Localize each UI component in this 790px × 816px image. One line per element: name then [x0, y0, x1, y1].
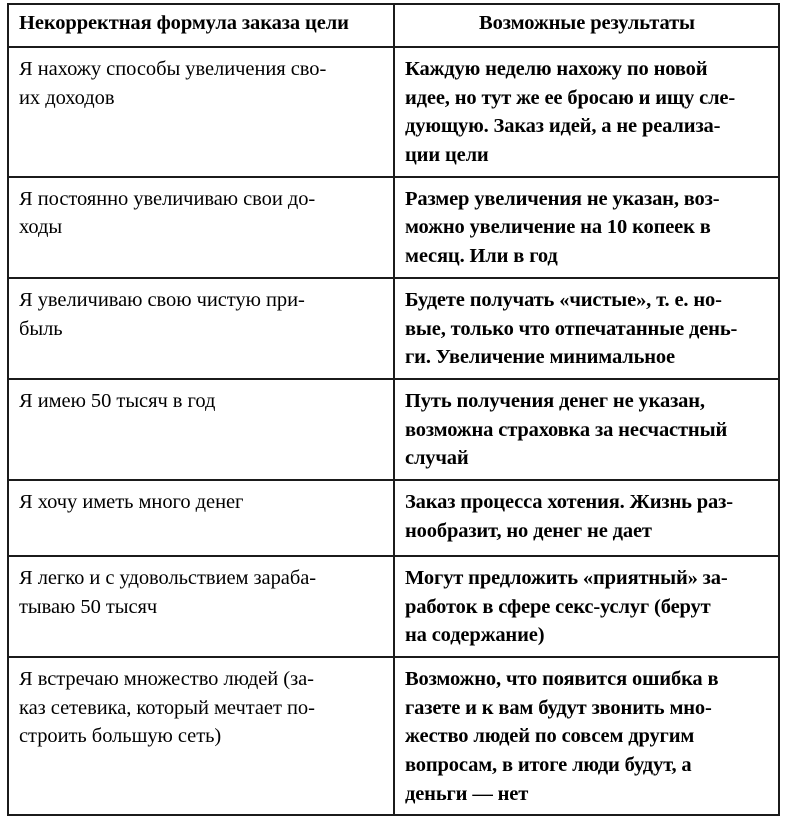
table-header	[8, 4, 779, 47]
text-line: Я встречаю множество людей (за-	[19, 668, 314, 690]
text-line: Я легко и с удовольствием зараба-	[19, 566, 317, 589]
text-line: месяц. Или в год	[405, 245, 558, 268]
text-line: работок в сфере секс-услуг (берут	[405, 595, 711, 618]
table-row	[8, 480, 779, 556]
text-line: Путь получения денег не указан,	[405, 389, 705, 412]
cell-incorrect-formula	[8, 278, 394, 379]
text-line: Могут предложить «приятный» за-	[405, 566, 728, 589]
text-line: ции цели	[405, 144, 489, 167]
text-line: жество людей по совсем другим	[405, 725, 695, 748]
table-row	[8, 177, 779, 278]
text-line: Размер увеличения не указан, воз-	[405, 187, 720, 210]
text-line: строить большую сеть)	[19, 725, 222, 748]
goal-formula-table	[7, 3, 780, 816]
cell-incorrect-formula	[8, 379, 394, 480]
text-line: тываю 50 тысяч	[19, 595, 158, 618]
text-line: Я увеличиваю свою чистую при-	[19, 288, 305, 311]
text-line: можно увеличение на 10 копеек в	[405, 216, 711, 239]
text-line: их доходов	[19, 86, 115, 109]
cell-possible-result	[394, 47, 779, 177]
text-line: вопросам, в итоге люди будут, а	[405, 754, 692, 777]
cell-incorrect-formula	[8, 480, 394, 556]
cell-possible-result	[394, 657, 779, 815]
column-header-possible-results: Возможные результаты	[394, 4, 779, 47]
text-line: дующую. Заказ идей, а не реализа-	[405, 115, 721, 138]
table-body	[8, 47, 779, 815]
table-row	[8, 657, 779, 815]
text-line: Заказ процесса хотения. Жизнь раз-	[405, 490, 733, 513]
text-line: случай	[405, 447, 469, 470]
text-line: нообразит, но денег не дает	[405, 519, 652, 542]
text-line: Я нахожу способы увеличения сво-	[19, 58, 327, 80]
text-line: на содержание)	[405, 624, 545, 647]
column-header-incorrect-formula: Некорректная формула заказа цели	[8, 4, 394, 47]
cell-possible-result	[394, 278, 779, 379]
text-line: Я постоянно увеличиваю свои до-	[19, 187, 316, 210]
text-line: Каждую неделю нахожу по новой	[405, 58, 708, 80]
text-line: ходы	[19, 216, 63, 239]
text-line: газете и к вам будут звонить мно-	[405, 696, 712, 719]
text-line: ги. Увеличение минимальное	[405, 346, 675, 369]
cell-incorrect-formula	[8, 556, 394, 657]
table-row	[8, 278, 779, 379]
text-line: Я имею 50 тысяч в год	[19, 389, 216, 412]
cell-incorrect-formula	[8, 657, 394, 815]
table-row	[8, 47, 779, 177]
cell-possible-result	[394, 379, 779, 480]
text-line: Будете получать «чистые», т. е. но-	[405, 288, 722, 311]
text-line: возможна страховка за несчастный	[405, 418, 728, 441]
text-line: идее, но тут же ее бросаю и ищу сле-	[405, 86, 736, 109]
cell-possible-result	[394, 480, 779, 556]
table-row	[8, 556, 779, 657]
text-line: каз сетевика, который мечтает по-	[19, 696, 315, 719]
table-row	[8, 379, 779, 480]
text-line: быль	[19, 317, 63, 340]
text-line: Я хочу иметь много денег	[19, 490, 244, 513]
text-line: деньги — нет	[405, 782, 529, 805]
text-line: вые, только что отпечатанные день-	[405, 317, 738, 340]
table-header-row	[8, 4, 779, 47]
cell-incorrect-formula	[8, 177, 394, 278]
cell-possible-result	[394, 177, 779, 278]
cell-incorrect-formula	[8, 47, 394, 177]
text-line: Возможно, что появится ошибка в	[405, 668, 719, 690]
cell-possible-result	[394, 556, 779, 657]
